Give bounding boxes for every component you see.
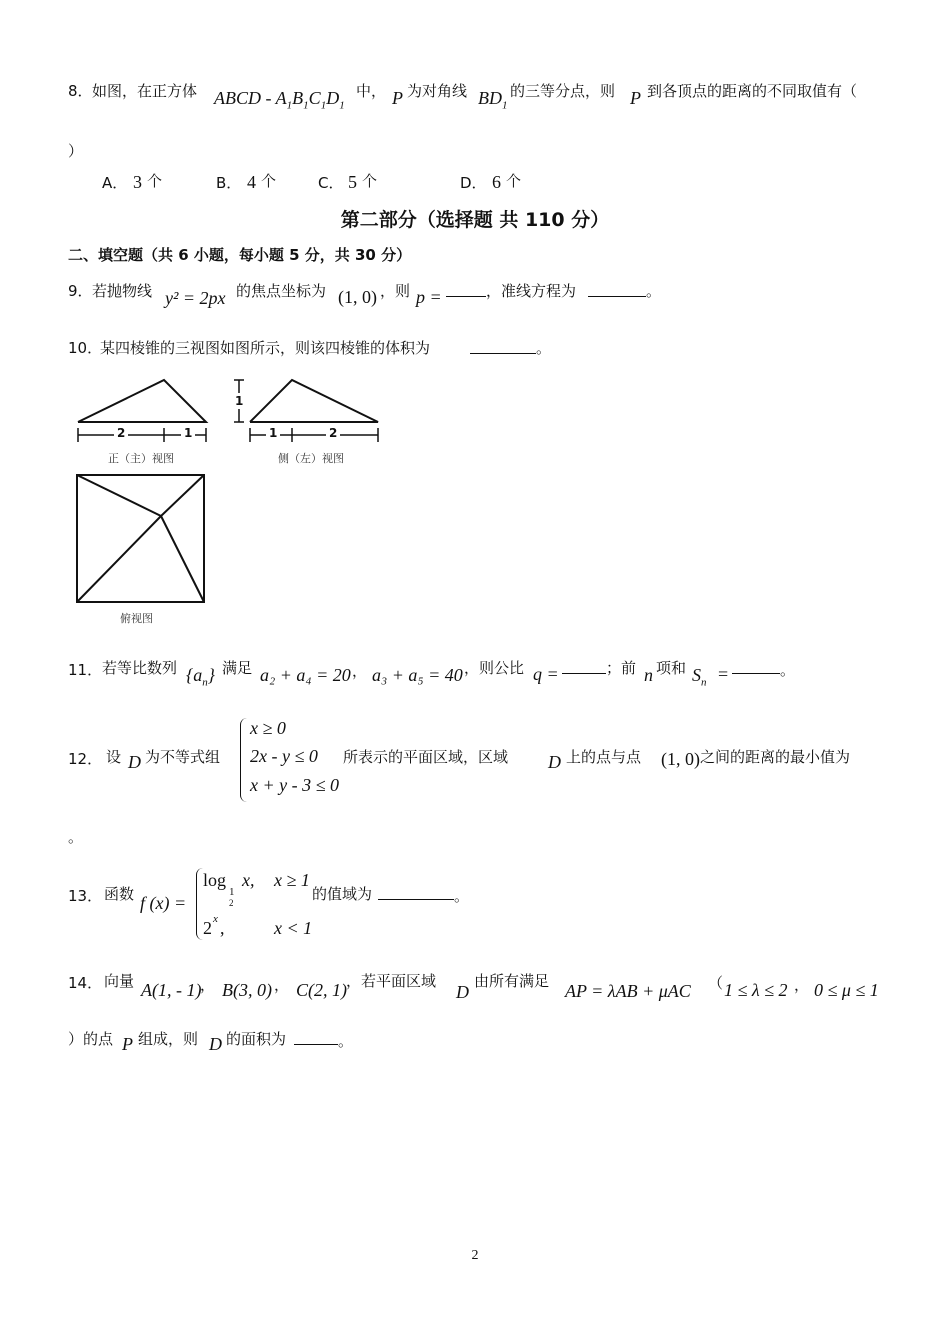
q14-range-lambda: 1 ≤ λ ≤ 2: [724, 980, 788, 1000]
q12-brace: [240, 718, 247, 802]
q13-blank[interactable]: [378, 883, 454, 900]
q14-text-4: ）的点: [68, 1030, 114, 1048]
q11-number: 11．: [68, 661, 103, 679]
q8-option-b-label: B．: [216, 174, 242, 192]
front-view-figure: [70, 372, 220, 452]
q8-cube-prefix: ABCD - A: [214, 88, 287, 108]
q11-blank-1[interactable]: [562, 657, 606, 674]
front-view-dim-1: 1: [181, 426, 195, 440]
q8-number: 8．: [68, 82, 93, 100]
q11-end: 。: [780, 661, 796, 679]
q14-text-1: 向量: [104, 972, 135, 990]
q11-equals: =: [718, 664, 729, 684]
front-view-caption: 正（主）视图: [108, 452, 174, 465]
front-view-dim-2: 2: [114, 426, 128, 440]
q14-text-3: 由所有满足: [474, 972, 550, 990]
q12-point: (1, 0): [661, 749, 700, 769]
q9-text-3: ，则: [380, 282, 411, 300]
top-view-edge-tr: [161, 475, 204, 516]
side-view-dim-2: 2: [326, 426, 340, 440]
q8-sub-a: 1: [286, 99, 293, 112]
q12-region-d-2: D: [548, 752, 561, 772]
q14-blank[interactable]: [294, 1028, 338, 1045]
q14-end: 。: [338, 1032, 354, 1050]
q8-text-4: 的三等分点，则: [510, 82, 616, 100]
top-view-edge-tl: [77, 475, 161, 516]
q8-option-c-unit: 个: [362, 172, 378, 190]
q9-focus-point: (1, 0): [338, 287, 377, 307]
q8-option-a-unit: 个: [147, 172, 163, 190]
q8-text-3: 为对角线: [407, 82, 468, 100]
q8-diagonal: [478, 88, 508, 112]
top-view-edge-bl: [77, 516, 161, 602]
q9-equation: y² = 2px: [165, 288, 226, 308]
q10-blank[interactable]: [470, 337, 536, 354]
q9-text-1: 若抛物线: [92, 282, 153, 300]
q10-text: 某四棱锥的三视图如图所示，则该四棱锥的体积为: [100, 339, 431, 357]
q13-case2-exponent: x: [213, 913, 218, 925]
q8-cube-b: B: [292, 88, 304, 108]
q12-ineq-1: x ≥ 0: [250, 718, 286, 738]
top-view-figure: [75, 473, 207, 605]
q8-text-2: 中，: [356, 82, 387, 100]
q14-point-a: A(1, - 1): [141, 980, 202, 1000]
q14-text-2: ，若平面区域: [346, 972, 437, 990]
q14-comma-3: ，: [794, 976, 810, 994]
side-view-figure: [230, 372, 390, 452]
q9-p-equals: p =: [416, 287, 442, 307]
q9-text-4: ，准线方程为: [486, 282, 577, 300]
q13-end: 。: [454, 887, 470, 905]
q13-case1-log: log: [203, 870, 227, 890]
q11-sequence: $\{a_n\}$: [186, 665, 215, 689]
q12-text-1: 设: [106, 748, 122, 766]
q8-option-a-num: 3: [133, 172, 142, 192]
q13-function: f (x) =: [140, 893, 187, 913]
q13-case1-base-den: 2: [229, 898, 234, 908]
q14-point-b: B(3, 0): [222, 980, 272, 1000]
q12-text-2: 为不等式组: [145, 748, 221, 766]
q11-text-2: 满足: [222, 659, 253, 677]
q11-text-5: 项和: [656, 659, 687, 677]
q14-region-d-2: D: [209, 1034, 222, 1054]
q8-point-p: P: [392, 88, 403, 108]
q11-text-1: 若等比数列: [102, 659, 178, 677]
q8-sub-d: 1: [339, 99, 345, 112]
q14-range-mu: 0 ≤ μ ≤ 1: [814, 980, 879, 1000]
q12-text-4: 上的点与点: [566, 748, 642, 766]
q9-end: 。: [646, 282, 662, 300]
q14-number: 14．: [68, 974, 103, 992]
q11-blank-2[interactable]: [732, 657, 780, 674]
q14-text-6: 的面积为: [226, 1030, 287, 1048]
q12-end: 。: [68, 828, 84, 846]
q14-vector-equation: AP = λAB + μAC: [565, 981, 691, 1001]
side-view-dim-1: 1: [266, 426, 280, 440]
q12-region-d: D: [128, 752, 141, 772]
q11-q-equals: q =: [533, 664, 559, 684]
q11-n: n: [644, 665, 653, 685]
q8-diagonal-sub: 1: [502, 99, 508, 112]
q8-option-b-unit: 个: [261, 172, 277, 190]
q13-case2-comma: ,: [220, 918, 225, 938]
q14-point-p: P: [122, 1034, 133, 1054]
q9-blank-1[interactable]: [446, 280, 486, 297]
q8-cube-name: [214, 88, 345, 112]
q8-option-b-num: 4: [247, 172, 256, 192]
q11-sum-s: S: [692, 665, 701, 685]
q10-end: 。: [536, 339, 552, 357]
q13-brace: [196, 868, 203, 940]
q8-close-paren: ）: [68, 142, 84, 160]
q8-diagonal-name: BD: [478, 88, 502, 108]
q13-text-1: 函数: [104, 885, 135, 903]
q11-text-4: ；前: [606, 659, 637, 677]
q8-sub-b: 1: [303, 99, 309, 112]
q13-case2-base: 2: [203, 918, 212, 938]
q13-case1-var: x,: [242, 870, 255, 890]
q13-number: 13．: [68, 887, 103, 905]
q13-case2-condition: x < 1: [274, 918, 313, 938]
q9-text-2: 的焦点坐标为: [236, 282, 327, 300]
q12-ineq-2: 2x - y ≤ 0: [250, 746, 318, 766]
q9-blank-2[interactable]: [588, 280, 646, 297]
q11-condition-2: a₃ + a₅ = 40: [372, 665, 463, 685]
section-heading: 二、填空题（共 6 小题，每小题 5 分，共 30 分）: [68, 246, 412, 264]
part2-title: 第二部分（选择题 共 110 分）: [340, 209, 610, 231]
q14-region-d: D: [456, 982, 469, 1002]
q8-option-c-label: C．: [318, 174, 344, 192]
q13-text-2: 的值域为: [312, 885, 373, 903]
front-view-triangle: [78, 380, 206, 422]
top-view-caption: 俯视图: [120, 612, 153, 625]
q8-option-d-label: D．: [460, 174, 487, 192]
side-view-caption: 侧（左）视图: [278, 452, 344, 465]
page-number: 2: [471, 1248, 479, 1263]
q8-option-d-num: 6: [492, 172, 501, 192]
q8-text-5: 到各顶点的距离的不同取值有（: [647, 82, 858, 100]
q11-comma: ，: [352, 662, 368, 680]
q8-option-c-num: 5: [348, 172, 357, 192]
q11-text-3: ，则公比: [464, 659, 525, 677]
side-view-dim-height: 1: [235, 394, 244, 408]
q12-ineq-3: x + y - 3 ≤ 0: [250, 775, 339, 795]
top-view-edge-br: [161, 516, 204, 602]
q13-case1-condition: x ≥ 1: [274, 870, 310, 890]
q14-text-5: 组成，则: [138, 1030, 199, 1048]
q13-case1-base-num: 1: [229, 886, 235, 898]
q11-sum-sub: n: [701, 676, 707, 689]
q8-text-1: 如图，在正方体: [92, 82, 198, 100]
q14-comma-2: ，: [274, 976, 290, 994]
q12-number: 12．: [68, 750, 103, 768]
q8-sub-c: 1: [320, 99, 327, 112]
q8-cube-d: D: [326, 88, 340, 108]
side-view-triangle: [250, 380, 378, 422]
q9-number: 9．: [68, 282, 93, 300]
q11-sum: [692, 665, 707, 689]
q12-text-3: 所表示的平面区域，区域: [343, 748, 509, 766]
q14-open-paren: （: [708, 974, 724, 992]
q12-text-5: 之间的距离的最小值为: [700, 748, 851, 766]
q10-number: 10．: [68, 339, 103, 357]
q14-comma-1: ，: [200, 976, 216, 994]
q11-seq-sub: n: [202, 676, 208, 689]
q8-option-d-unit: 个: [506, 172, 522, 190]
q14-point-c: C(2, 1): [296, 980, 347, 1000]
q11-condition-1: a₂ + a₄ = 20: [260, 665, 351, 685]
q8-cube-c: C: [308, 88, 321, 108]
q8-option-a-label: A．: [102, 174, 128, 192]
q11-seq-a: a: [193, 665, 203, 685]
q8-point-p-2: P: [630, 88, 641, 108]
